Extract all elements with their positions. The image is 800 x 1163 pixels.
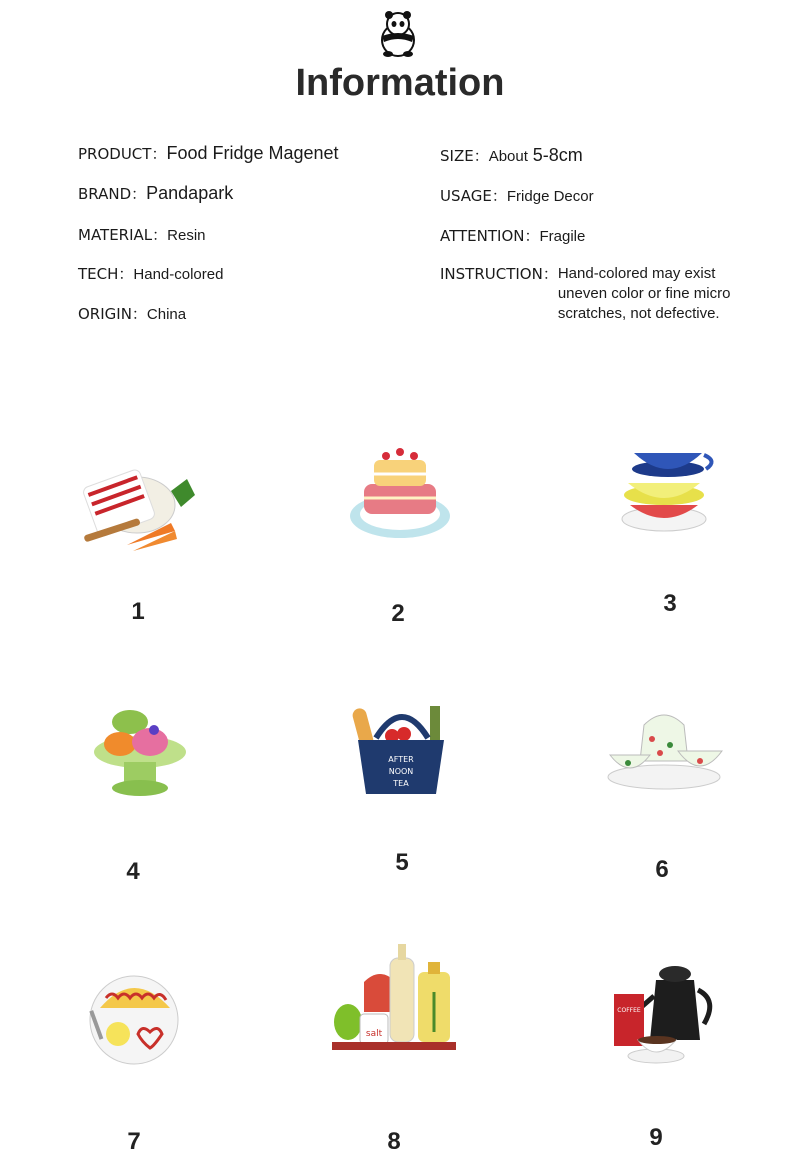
spec-material	[78, 224, 206, 245]
spec-value: Hand-colored may exist uneven color or fine micro scratches, not defective.	[557, 265, 731, 322]
spec-origin	[78, 303, 186, 324]
spec-key: USAGE：	[440, 187, 507, 205]
cup-label: COFFEE	[617, 1007, 641, 1014]
spec-key: ORIGIN：	[78, 305, 147, 323]
rolling-pin-carrot-magnet-icon	[75, 455, 205, 565]
spec-size	[440, 145, 583, 166]
spec-attention	[440, 225, 585, 246]
coffee-pot-magnet-icon	[600, 960, 730, 1070]
salt-label: salt	[365, 1029, 383, 1039]
layer-cake-magnet-icon	[338, 438, 468, 548]
spec-brand	[78, 183, 233, 204]
spec-key: INSTRUCTION：	[440, 265, 558, 283]
spec-value: China	[146, 306, 187, 323]
spec-key: SIZE：	[440, 147, 489, 165]
item-number: 6	[655, 856, 669, 883]
panda-logo-icon	[374, 8, 422, 60]
spec-key: PRODUCT：	[78, 145, 167, 163]
spec-instruction	[440, 264, 780, 324]
floral-tea-set-magnet-icon	[600, 705, 730, 815]
macaron-stand-magnet-icon	[90, 700, 220, 810]
page-title: Information	[295, 62, 505, 104]
omelette-plate-magnet-icon	[82, 968, 212, 1078]
basket-text-tea: TEA	[393, 779, 409, 788]
condiment-shelf-magnet-icon	[330, 942, 460, 1052]
item-number: 2	[391, 600, 405, 627]
spec-value-size: 5-8cm	[532, 145, 583, 165]
item-number: 8	[387, 1128, 401, 1155]
spec-tech	[78, 263, 223, 284]
item-number: 1	[131, 598, 145, 625]
spec-value: Pandapark	[146, 183, 234, 203]
item-number: 9	[649, 1124, 663, 1151]
spec-key: BRAND：	[78, 185, 147, 203]
basket-text-after: AFTER	[388, 755, 414, 764]
picnic-basket-magnet-icon	[340, 700, 470, 810]
spec-value: Fragile	[539, 228, 586, 245]
spec-usage	[440, 185, 594, 206]
spec-key: ATTENTION：	[440, 227, 540, 245]
item-number: 3	[663, 590, 677, 617]
spec-key: MATERIAL：	[78, 226, 168, 244]
spec-value: Food Fridge Magenet	[166, 143, 339, 163]
basket-text-noon: NOON	[388, 767, 414, 776]
spec-product	[78, 143, 339, 164]
spec-value: Hand-colored	[133, 266, 224, 283]
stacked-teacups-magnet-icon	[608, 435, 738, 545]
spec-key: TECH：	[78, 265, 134, 283]
item-number: 5	[395, 849, 409, 876]
spec-value: Resin	[167, 227, 206, 244]
item-number: 7	[127, 1128, 141, 1155]
item-number: 4	[126, 858, 140, 885]
spec-value: About	[488, 148, 528, 165]
spec-value: Fridge Decor	[506, 188, 594, 205]
